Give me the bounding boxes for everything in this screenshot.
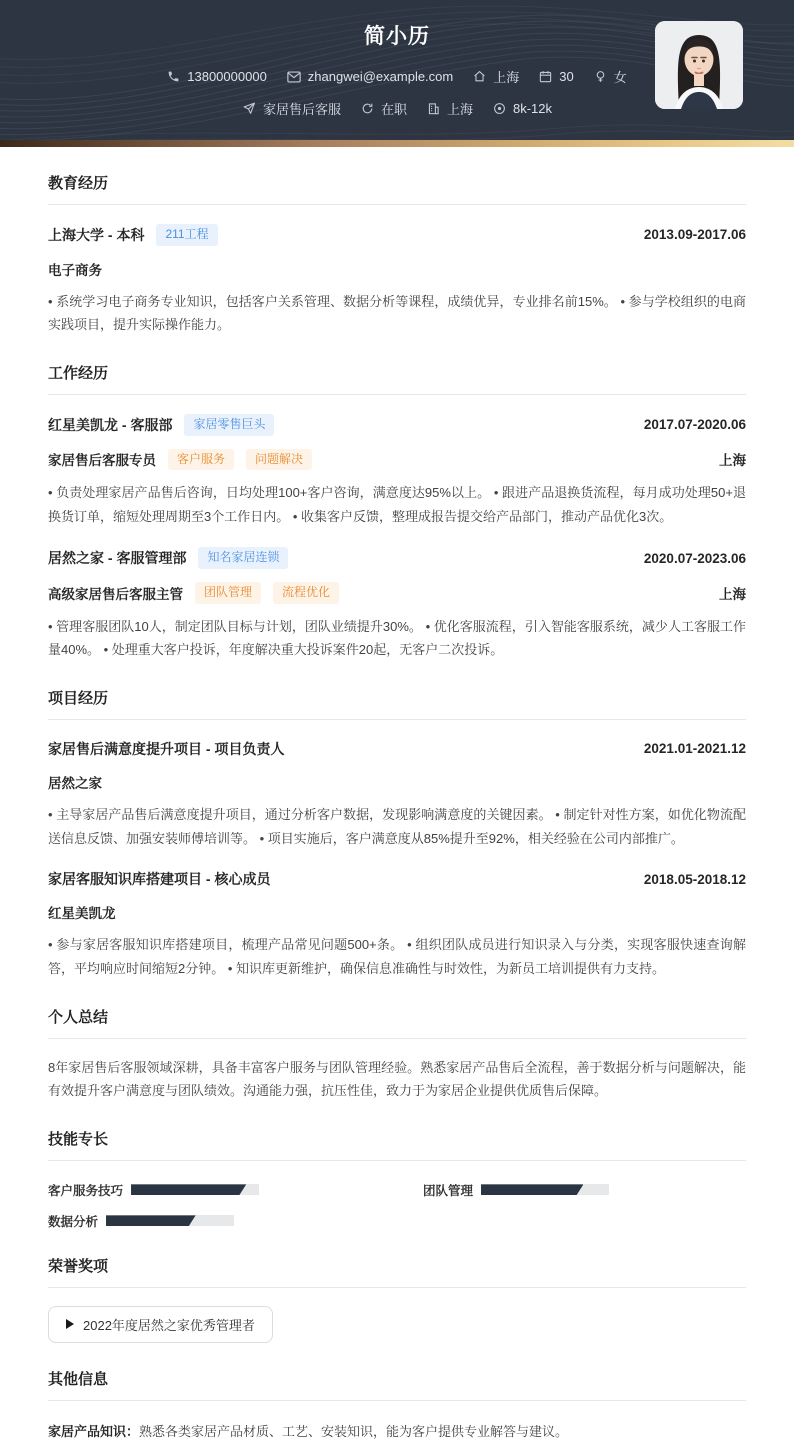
position-tag: 流程优化 — [273, 582, 339, 604]
email-text: zhangwei@example.com — [307, 69, 454, 84]
section-title-education: 教育经历 — [48, 172, 746, 205]
major-name: 电子商务 — [48, 262, 102, 278]
section-title-skills: 技能专长 — [48, 1128, 746, 1161]
work-location: 上海 — [719, 586, 746, 602]
honor-list — [48, 1306, 746, 1343]
project-description: • 主导家居产品售后满意度提升项目，通过分析客户数据，发现影响满意度的关键因素。 • 制定针对性方案，如优化物流配送信息反馈、加强安装师傅培训等。 • 项目实施后，客户满意度从85%提升至92%，相关经验在公司内部推广。 — [48, 806, 746, 846]
position-name: 家居售后客服专员 — [48, 453, 156, 469]
section-title-honors: 荣誉奖项 — [48, 1255, 746, 1288]
project-name: 家居售后满意度提升项目 - 项目负责人 — [48, 740, 285, 757]
section-title-projects: 项目经历 — [48, 687, 746, 720]
home-icon — [473, 70, 486, 83]
summary-text: 8年家居售后客服领域深耕，具备丰富客户服务与团队管理经验。熟悉家居产品售后全流程，善于数据分析与问题解决，能有效提升客户满意度与团队绩效。沟通能力强，抗压性佳，致力于为家居企业提供优质售后保障。 — [48, 1059, 746, 1099]
skill-grid — [48, 1181, 746, 1230]
section-projects — [48, 687, 746, 981]
calendar-icon — [539, 70, 552, 83]
work-date: 2020.07-2023.06 — [643, 550, 746, 566]
honor-text: 2022年度居然之家优秀管理者 — [83, 1317, 255, 1333]
project-description: • 参与家居客服知识库搭建项目，梳理产品常见问题500+条。 • 组织团队成员进行知识录入与分类，实现客服快速查询解答，平均响应时间缩短2分钟。 • 知识库更新维护，确保信息准确性与时效性，为新员工培训提供有力支持。 — [48, 937, 746, 976]
city-item — [473, 67, 519, 86]
job-status-item — [361, 99, 407, 118]
skill-bar — [481, 1184, 609, 1195]
job-target-item — [242, 99, 341, 118]
project-entry — [48, 869, 746, 980]
skill-name: 数据分析 — [48, 1214, 99, 1229]
city-text: 上海 — [493, 70, 520, 85]
project-date: 2018.05-2018.12 — [643, 871, 746, 887]
skill-item — [48, 1181, 371, 1199]
skill-name: 客户服务技巧 — [48, 1183, 124, 1198]
school-badge: 211工程 — [156, 224, 217, 246]
job-target-text: 家居售后客服 — [262, 102, 341, 117]
age-text: 30 — [559, 69, 574, 84]
work-location: 上海 — [719, 453, 746, 469]
work-date: 2017.07-2020.06 — [643, 417, 746, 433]
skill-item — [423, 1181, 746, 1199]
section-skills — [48, 1128, 746, 1230]
skill-bar — [106, 1215, 234, 1226]
work-entry — [48, 547, 746, 662]
job-status-text: 在职 — [380, 102, 407, 117]
project-entry — [48, 739, 746, 850]
skill-name: 团队管理 — [423, 1183, 474, 1198]
email-item — [287, 69, 453, 84]
other-info-label: 家居产品知识： — [48, 1423, 140, 1439]
company-badge: 家居零售巨头 — [184, 414, 274, 436]
position-tag: 团队管理 — [195, 582, 261, 604]
project-date: 2021.01-2021.12 — [643, 741, 746, 757]
education-description: • 系统学习电子商务专业知识，包括客户关系管理、数据分析等课程，成绩优异，专业排名前15%。 • 参与学校组织的电商实践项目，提升实际操作能力。 — [48, 293, 746, 333]
position-tag: 客户服务 — [168, 449, 234, 471]
education-entry — [48, 224, 746, 337]
phone-text: 13800000000 — [187, 69, 267, 84]
other-info-text: 熟悉各类家居产品材质、工艺、安装知识，能为客户提供专业解答与建议。 — [139, 1423, 569, 1439]
play-icon — [66, 1319, 74, 1329]
mail-icon — [287, 71, 301, 83]
section-title-work: 工作经历 — [48, 362, 746, 395]
salary-text: 8k-12k — [513, 101, 553, 116]
work-city-text: 上海 — [446, 102, 473, 117]
age-item — [539, 69, 573, 84]
resume-header — [0, 0, 794, 140]
work-city-item — [427, 99, 473, 118]
phone-icon — [167, 70, 180, 83]
school-name: 上海大学 - 本科 — [48, 226, 145, 243]
gender-icon — [594, 70, 607, 83]
section-honors — [48, 1255, 746, 1343]
skill-item — [48, 1212, 371, 1230]
work-description: • 管理客服团队10人，制定团队目标与计划，团队业绩提升30%。 • 优化客服流程，引入智能客服系统，减少人工客服工作量40%。 • 处理重大客户投诉，年度解决重大投诉案件20起，无客户二次投诉。 — [48, 618, 746, 658]
education-date: 2013.09-2017.06 — [643, 227, 746, 243]
phone-item — [167, 69, 267, 84]
status-icon — [361, 102, 374, 115]
section-other — [48, 1368, 746, 1443]
company-name: 居然之家 - 客服管理部 — [48, 550, 187, 567]
other-info-item — [48, 1420, 746, 1443]
project-org: 红星美凯龙 — [48, 906, 116, 922]
gender-text: 女 — [613, 70, 627, 85]
salary-icon — [493, 102, 506, 115]
project-name: 家居客服知识库搭建项目 - 核心成员 — [48, 871, 271, 888]
project-org: 居然之家 — [48, 775, 102, 791]
company-badge: 知名家居连锁 — [198, 547, 288, 569]
position-name: 高级家居售后客服主管 — [48, 586, 183, 602]
section-work — [48, 362, 746, 662]
accent-gradient-bar — [0, 140, 794, 147]
work-description: • 负责处理家居产品售后咨询，日均处理100+客户咨询，满意度达95%以上。 • 跟进产品退换货流程，每月成功处理50+退换货订单，缩短处理周期至3个工作日内。 • 收集客户反馈，整理成报告提交给产品部门，推动产品优化3次。 — [48, 485, 746, 524]
send-icon — [242, 102, 256, 115]
gender-item — [594, 67, 627, 86]
position-tag: 问题解决 — [246, 449, 312, 471]
salary-item — [493, 101, 552, 116]
resume-body — [0, 172, 794, 1443]
section-title-other: 其他信息 — [48, 1368, 746, 1401]
section-education — [48, 172, 746, 337]
section-summary — [48, 1006, 746, 1103]
work-entry — [48, 414, 746, 529]
building-icon — [427, 102, 440, 115]
profile-photo — [655, 21, 743, 109]
company-name: 红星美凯龙 - 客服部 — [48, 416, 173, 433]
section-title-summary: 个人总结 — [48, 1006, 746, 1039]
skill-bar — [131, 1184, 259, 1195]
candidate-name: 简小历 — [364, 25, 430, 48]
honor-item[interactable] — [48, 1306, 273, 1343]
